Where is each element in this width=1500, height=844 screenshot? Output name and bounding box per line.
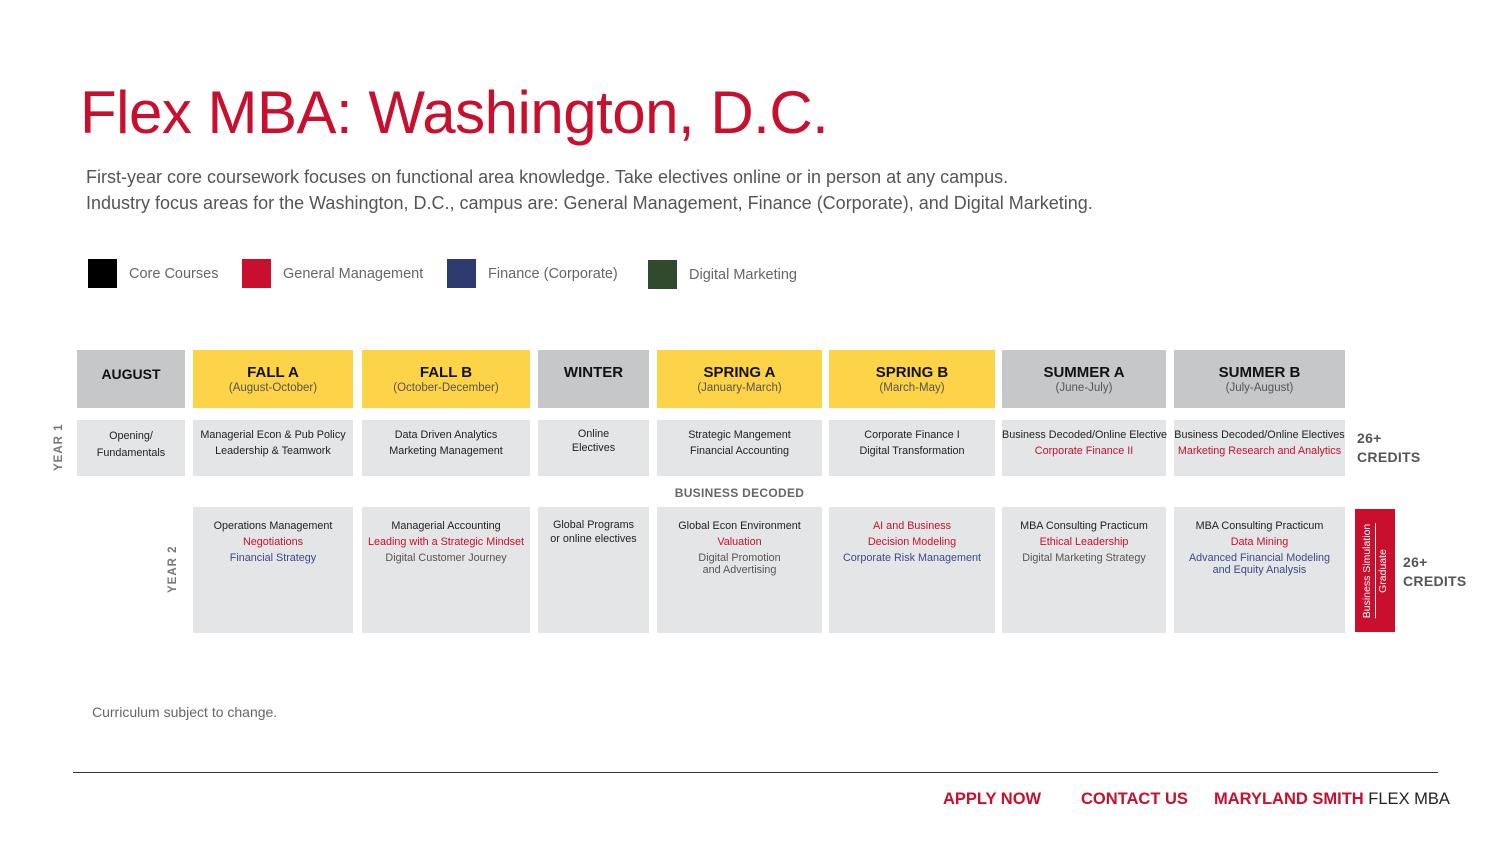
- term-header-spring-a: [657, 350, 822, 408]
- credits-value: 26+: [1357, 430, 1382, 446]
- course-general-management: Data Mining: [1230, 536, 1289, 548]
- course-general-management: Corporate Finance II: [1034, 445, 1134, 457]
- term-name: SUMMER A: [1043, 364, 1125, 381]
- legend-finance-label: Finance (Corporate): [488, 265, 618, 282]
- page-title: [80, 78, 828, 148]
- course-general-management: Marketing Research and Analytics: [1177, 445, 1342, 457]
- legend-digital-marketing-label: Digital Marketing: [689, 266, 797, 283]
- credits-value: 26+: [1403, 554, 1428, 570]
- year-2-label: YEAR 2: [167, 545, 179, 593]
- legend-digital-marketing: [648, 260, 797, 289]
- course-core: Business Decoded/Online Electives: [1174, 429, 1345, 441]
- credits-label: CREDITS: [1403, 573, 1467, 589]
- course-finance: Corporate Risk Management: [842, 552, 982, 564]
- course-core: Leadership & Teamwork: [215, 445, 331, 457]
- term-dates: (August-October): [228, 382, 318, 394]
- brand-name: MARYLAND SMITH: [1214, 790, 1364, 808]
- legend-core-label: Core Courses: [129, 265, 219, 282]
- term-name: FALL B: [419, 364, 473, 381]
- y1-spring-a-cell: [657, 420, 822, 476]
- course-core: Data Driven Analytics: [394, 429, 498, 441]
- course-core: Marketing Management: [389, 445, 503, 457]
- course-core: Financial Accounting: [689, 445, 790, 457]
- course-general-management: Decision Modeling: [867, 536, 957, 548]
- y2-summer-a-cell: [1002, 507, 1166, 633]
- intro-line-1: First-year core coursework focuses on functional area knowledge. Take electives online or in person at any campus.: [86, 167, 1009, 187]
- legend-finance-swatch: [447, 259, 476, 288]
- year-1-label: YEAR 1: [53, 423, 65, 471]
- term-name: WINTER: [563, 364, 624, 381]
- year-2-credits: [1403, 553, 1467, 591]
- course-digital-marketing: and Advertising: [702, 564, 777, 576]
- term-header-summer-a: [1002, 350, 1166, 408]
- apply-now-link[interactable]: APPLY NOW: [943, 790, 1042, 808]
- course-core: Strategic Mangement: [688, 429, 791, 441]
- term-header-winter: [538, 350, 649, 408]
- term-dates: (July-August): [1225, 382, 1294, 394]
- course-digital-marketing: Digital Promotion: [698, 552, 781, 564]
- course: Global Programs: [552, 519, 634, 531]
- course-general-management: Valuation: [717, 536, 762, 548]
- contact-us-link[interactable]: CONTACT US: [1081, 790, 1188, 808]
- year-1-credits: [1357, 429, 1421, 467]
- title-program: Flex MBA:: [80, 79, 353, 146]
- y1-fall-a-cell: [193, 420, 353, 476]
- title-campus: Washington, D.C.: [368, 79, 829, 146]
- y1-august-cell: [77, 420, 185, 476]
- course-finance: and Equity Analysis: [1212, 564, 1307, 576]
- course: Electives: [571, 442, 616, 454]
- course-digital-marketing: Digital Marketing Strategy: [1022, 552, 1146, 564]
- term-dates: (March-May): [879, 382, 945, 394]
- y2-fall-b-cell: [362, 507, 530, 633]
- graduate-text: [1360, 523, 1390, 618]
- legend-finance: [447, 259, 618, 288]
- course-general-management: Ethical Leadership: [1039, 536, 1129, 548]
- graduate-line-2: Graduate: [1377, 548, 1389, 593]
- course: Online: [577, 428, 610, 440]
- y1-summer-a-cell: [1002, 420, 1166, 476]
- course-core: Operations Management: [213, 520, 333, 532]
- course-core: Managerial Accounting: [391, 520, 501, 532]
- brand-program: FLEX MBA: [1363, 790, 1450, 808]
- legend-general-management-swatch: [242, 259, 271, 288]
- course-core: Business Decoded/Online Elective: [1002, 429, 1168, 441]
- course-core: MBA Consulting Practicum: [1195, 520, 1324, 532]
- brand-logo: [1214, 790, 1450, 809]
- legend-general-management: [242, 259, 423, 288]
- y2-winter-cell: [538, 507, 649, 633]
- term-name: SPRING A: [703, 364, 776, 381]
- course-digital-marketing: Digital Customer Journey: [385, 552, 507, 564]
- course: Opening/: [109, 430, 153, 442]
- course-core: Digital Transformation: [859, 445, 965, 457]
- course-general-management: AI and Business: [872, 520, 952, 532]
- legend-digital-marketing-swatch: [648, 260, 677, 289]
- course-core: Corporate Finance I: [864, 429, 960, 441]
- term-name: SPRING B: [875, 364, 949, 381]
- term-name: FALL A: [247, 364, 299, 381]
- graduate-line-1: Business Simulation: [1360, 523, 1376, 618]
- y2-summer-b-cell: [1174, 507, 1345, 633]
- course-finance: Financial Strategy: [229, 552, 317, 564]
- y2-spring-b-cell: [829, 507, 995, 633]
- course-general-management: Negotiations: [242, 536, 304, 548]
- y1-fall-b-cell: [362, 420, 530, 476]
- graduate-block: [1355, 509, 1395, 632]
- business-decoded-label: BUSINESS DECODED: [674, 486, 805, 500]
- footer-divider: [73, 772, 1438, 773]
- y1-spring-b-cell: [829, 420, 995, 476]
- course-general-management: Leading with a Strategic Mindset: [367, 536, 525, 548]
- term-dates: (October-December): [393, 382, 499, 394]
- y1-winter-cell: [538, 420, 649, 476]
- legend-general-management-label: General Management: [283, 265, 424, 282]
- term-name: SUMMER B: [1218, 364, 1301, 381]
- course-core: Global Econ Environment: [678, 520, 801, 532]
- term-header-summer-b: [1174, 350, 1345, 408]
- curriculum-note: Curriculum subject to change.: [92, 704, 278, 720]
- course: Fundamentals: [96, 447, 166, 459]
- term-header-fall-b: [362, 350, 530, 408]
- y2-spring-a-cell: [657, 507, 822, 633]
- term-header-spring-b: [829, 350, 995, 408]
- term-header-august: [77, 350, 185, 408]
- legend-core-swatch: [88, 259, 117, 288]
- legend-core: [88, 259, 218, 288]
- term-name: AUGUST: [101, 366, 161, 382]
- course: or online electives: [550, 533, 637, 545]
- course-core: MBA Consulting Practicum: [1020, 520, 1148, 532]
- credits-label: CREDITS: [1357, 449, 1421, 465]
- y1-summer-b-cell: [1174, 420, 1345, 476]
- term-header-fall-a: [193, 350, 353, 408]
- term-dates: (January-March): [697, 382, 782, 394]
- course-core: Managerial Econ & Pub Policy: [200, 429, 346, 441]
- y2-fall-a-cell: [193, 507, 353, 633]
- intro-text: [86, 164, 1093, 216]
- course-finance: Advanced Financial Modeling: [1188, 552, 1331, 564]
- term-dates: (June-July): [1055, 382, 1113, 394]
- intro-line-2: Industry focus areas for the Washington, D.C., campus are: General Management, Finance (Corporate), and Digital Marketing.: [86, 193, 1093, 213]
